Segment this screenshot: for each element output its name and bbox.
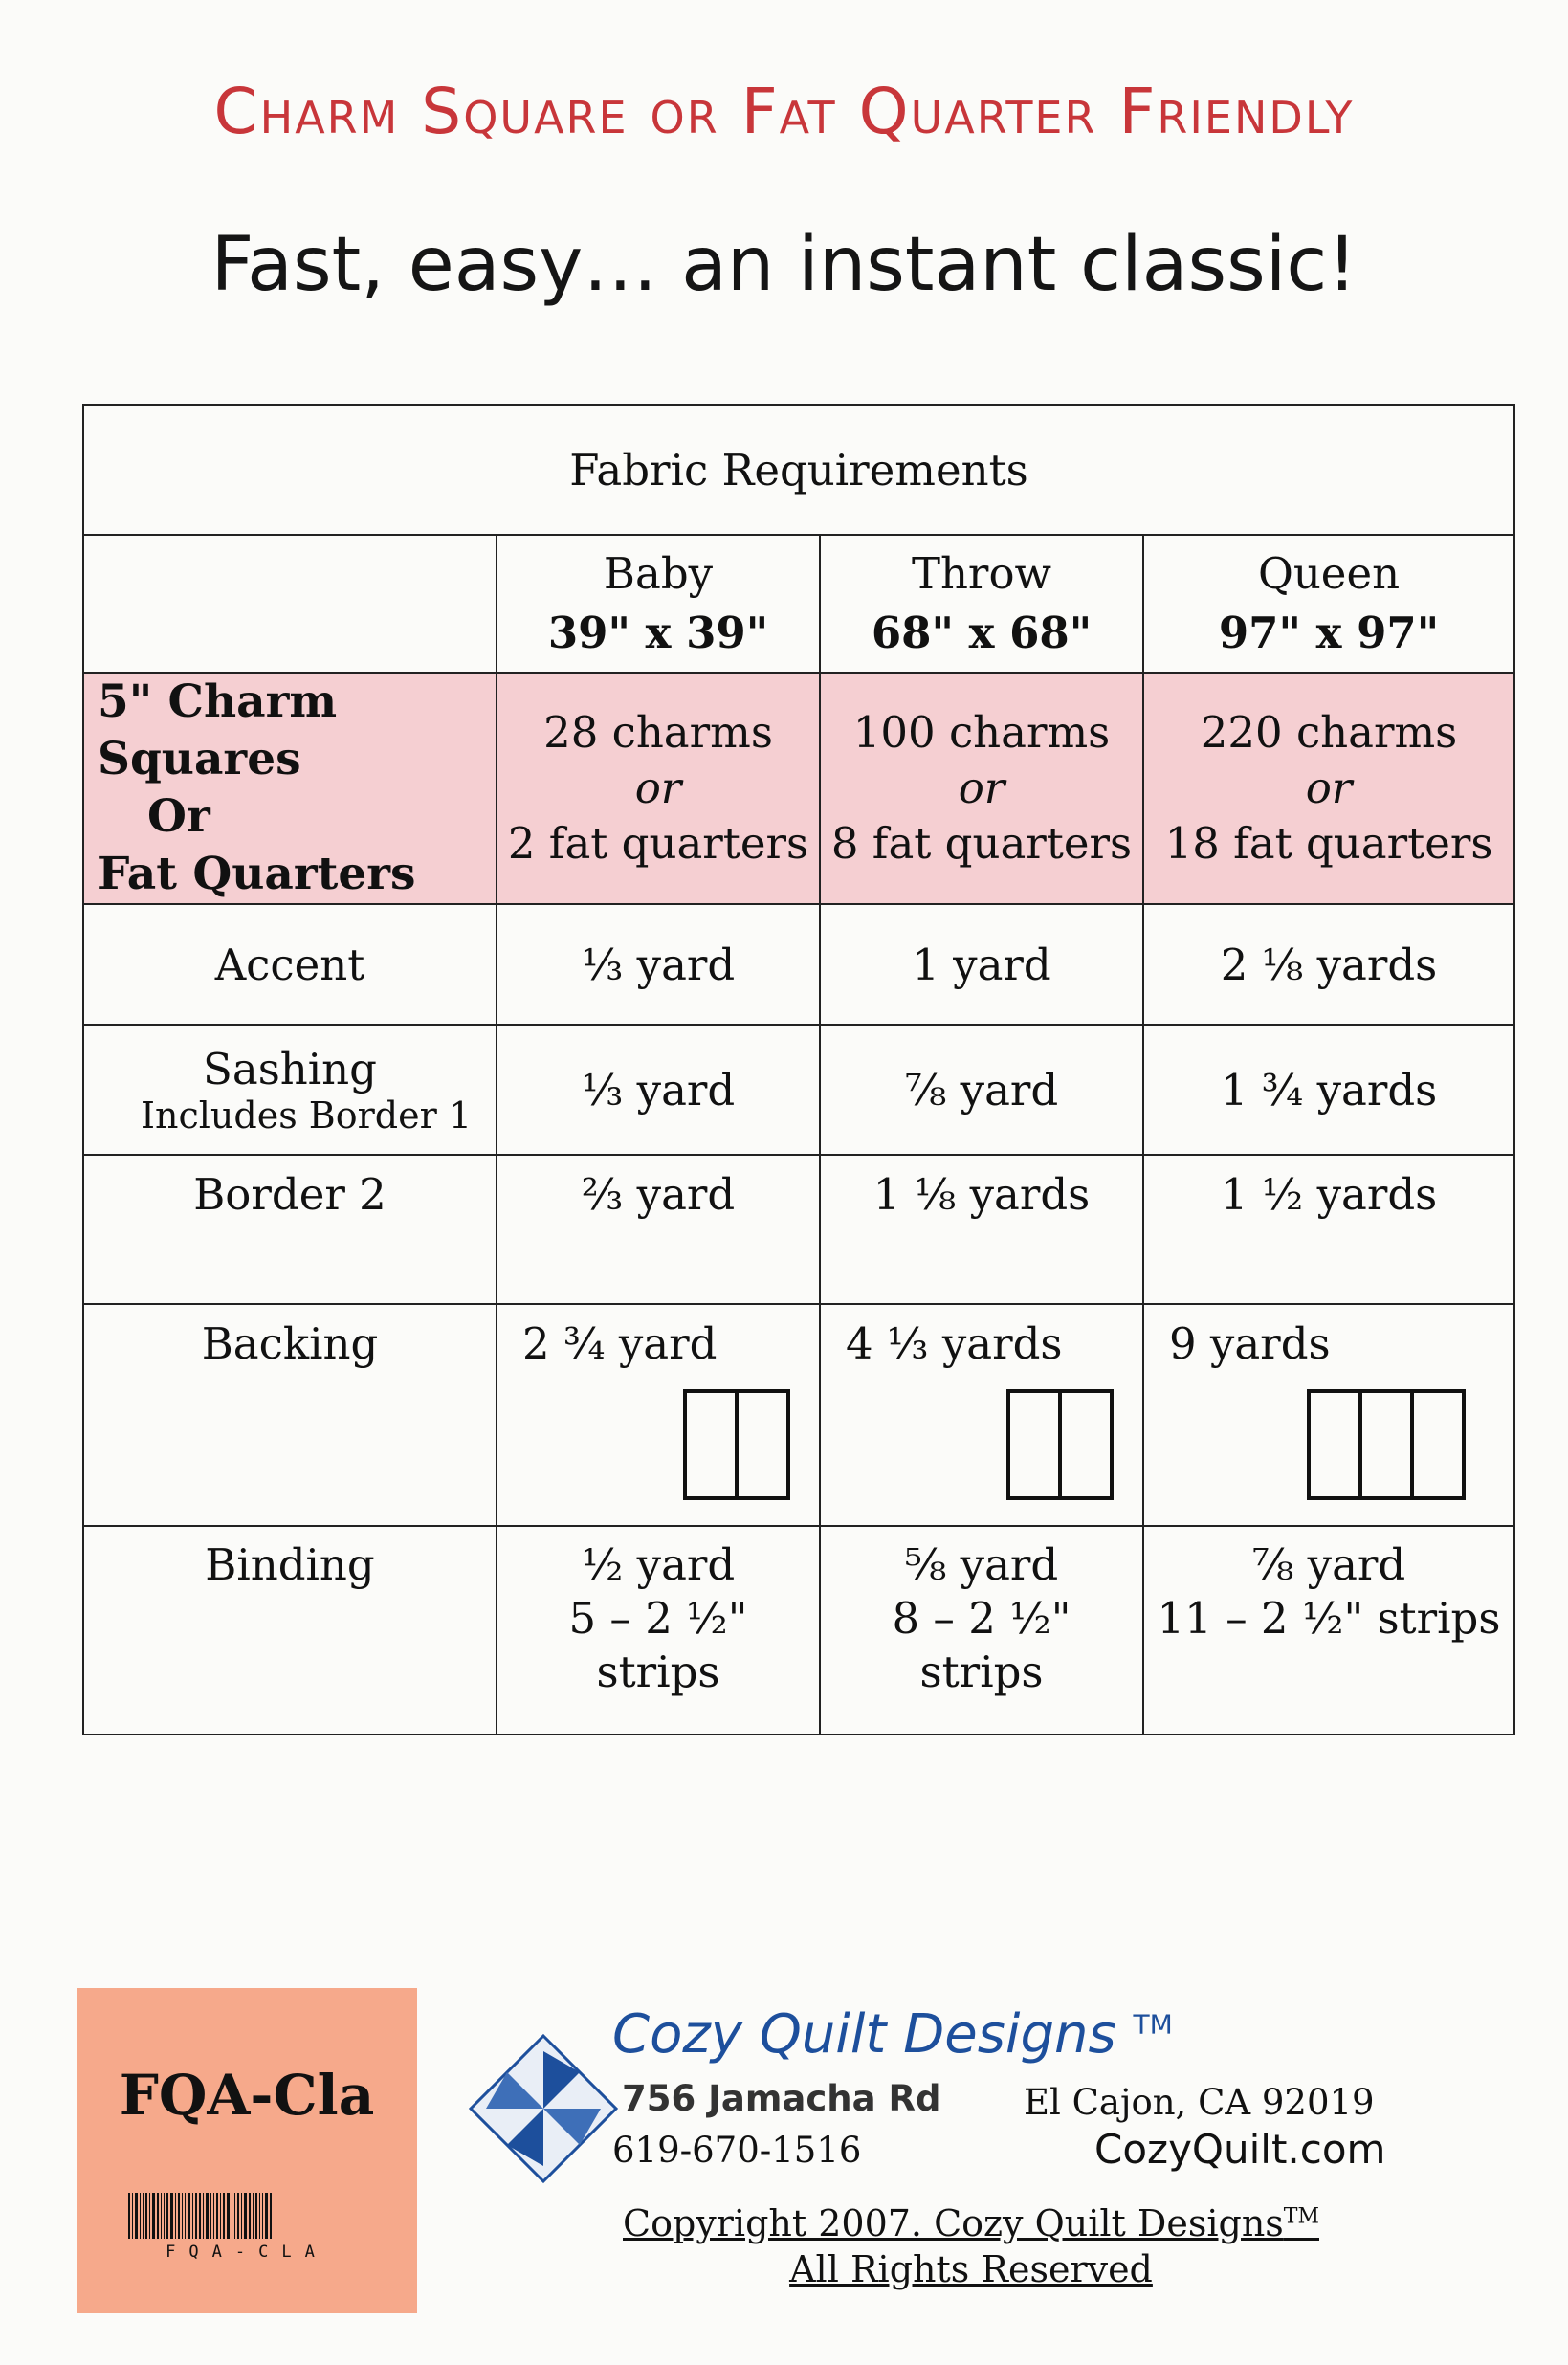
row-label-sashing: Sashing Includes Border 1 [83, 1025, 497, 1155]
table-row [83, 1526, 1514, 1735]
fabric-requirements-table [82, 404, 1515, 1735]
table-row [83, 904, 1514, 1025]
brand-name: Cozy Quilt Designs ™ [612, 2003, 1173, 2066]
charm-cell-throw: 100 charms or 8 fat quarters [820, 673, 1143, 904]
empty-corner-cell [83, 535, 497, 673]
city-state: El Cajon, CA 92019 [1024, 2082, 1375, 2123]
row-label-border2: Border 2 [83, 1155, 497, 1304]
binding-queen: ⅞ yard 11 – 2 ½" strips [1143, 1526, 1514, 1735]
pinwheel-logo-icon [467, 2032, 620, 2185]
size-header-baby: Baby 39" x 39" [497, 535, 820, 673]
page-title: Charm Square or Fat Quarter Friendly [213, 75, 1355, 148]
sashing-baby: ⅓ yard [497, 1025, 820, 1155]
sashing-throw: ⅞ yard [820, 1025, 1143, 1155]
backing-panel-diagram-icon [683, 1389, 790, 1500]
border2-throw: 1 ⅛ yards [820, 1155, 1143, 1304]
street-address: 756 Jamacha Rd [622, 2078, 941, 2119]
barcode-text: FQA-CLA [166, 2243, 328, 2262]
table-row [83, 1304, 1514, 1526]
backing-baby: 2 ¾ yard [497, 1304, 820, 1526]
row-label-accent: Accent [83, 904, 497, 1025]
size-header-throw: Throw 68" x 68" [820, 535, 1143, 673]
sku-code: FQA-Cla [119, 2063, 375, 2128]
table-row [83, 1155, 1514, 1304]
row-label-charm: 5" Charm Squares Or Fat Quarters [83, 673, 497, 904]
border2-queen: 1 ½ yards [1143, 1155, 1514, 1304]
accent-throw: 1 yard [820, 904, 1143, 1025]
accent-queen: 2 ⅛ yards [1143, 904, 1514, 1025]
binding-throw: ⅝ yard 8 – 2 ½" strips [820, 1526, 1143, 1735]
tagline: Fast, easy… an instant classic! [210, 222, 1358, 308]
phone-number: 619-670-1516 [612, 2130, 862, 2171]
sashing-note: Includes Border 1 [141, 1094, 472, 1137]
backing-queen: 9 yards [1143, 1304, 1514, 1526]
backing-panel-diagram-icon [1307, 1389, 1466, 1500]
backing-throw: 4 ⅓ yards [820, 1304, 1143, 1526]
website: CozyQuilt.com [1094, 2126, 1386, 2173]
charm-cell-baby: 28 charms or 2 fat quarters [497, 673, 820, 904]
table-title: Fabric Requirements [83, 405, 1514, 535]
sashing-queen: 1 ¾ yards [1143, 1025, 1514, 1155]
table-row [83, 1025, 1514, 1155]
copyright: Copyright 2007. Cozy Quilt Designs™ [623, 2202, 1319, 2244]
charm-cell-queen: 220 charms or 18 fat quarters [1143, 673, 1514, 904]
accent-baby: ⅓ yard [497, 904, 820, 1025]
row-label-binding: Binding [83, 1526, 497, 1735]
backing-panel-diagram-icon [1006, 1389, 1114, 1500]
row-label-backing: Backing [83, 1304, 497, 1526]
border2-baby: ⅔ yard [497, 1155, 820, 1304]
binding-baby: ½ yard 5 – 2 ½" strips [497, 1526, 820, 1735]
table-row [83, 673, 1514, 904]
size-header-queen: Queen 97" x 97" [1143, 535, 1514, 673]
rights-reserved: All Rights Reserved [789, 2248, 1153, 2290]
